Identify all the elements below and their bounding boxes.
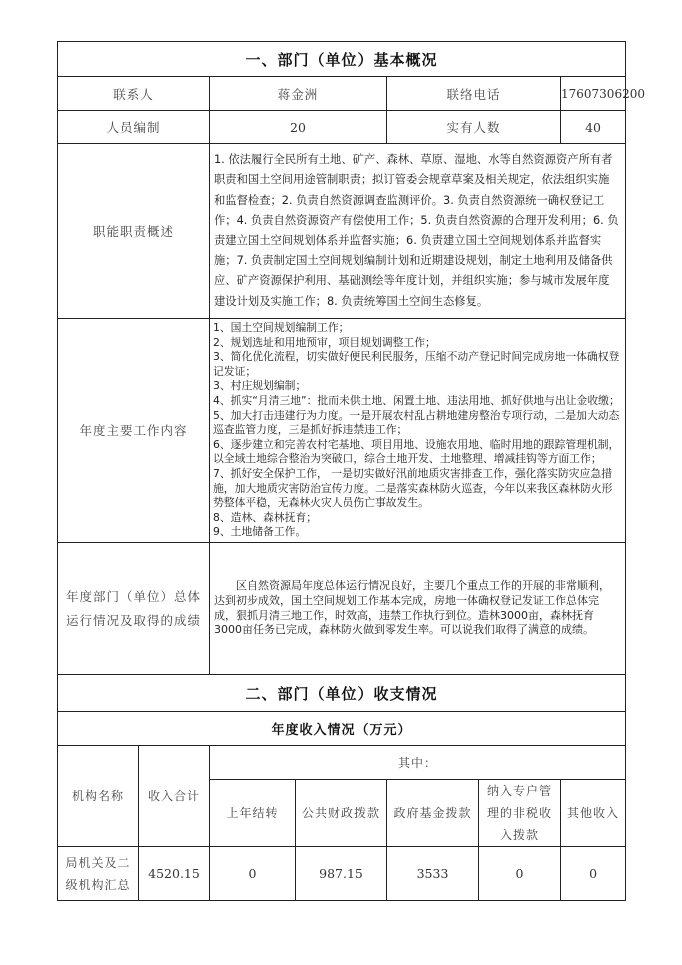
work-item: 8、造林、森林抚育； [213,510,318,524]
report-sheet [57,41,645,901]
row-special-account: 0 [479,847,561,901]
income-title: 年度收入情况（万元） [58,712,626,746]
work-item: 3、简化优化流程，切实做好便民利民服务，压缩不动产登记时间完成房地一体确权登记发证； [213,350,620,378]
duties-text: 1. 依法履行全民所有土地、矿产、森林、草原、湿地、水等自然资源资产所有者职责和国土空间用途管制职责；拟订管委会规章草案及相关规定，依法组织实施和监督检查；2. 负责自然资源调查监测评价。3. 负责自然资源统一确权登记工作；4. 负责自然资源资产有偿使用工作；5. 负责自然资源的合理开发利用；6. 负责建立国土空间规划体系并监督实施；6. 负责建立国土空间规划体系并监督实施；7. 负责制定国土空间规划编制计划和近期建设规划，制定土地利用及储备供应、矿产资源保护利用、基础测绘等年度计划，并组织实施；参与城市发展年度建设计划及实施工作；8. 负责统筹国土空间生态修复。 [210,144,626,319]
work-item: 6、逐步建立和完善农村宅基地、项目用地、设施农用地、临时用地的跟踪管理机制，以全域土地综合整治为突破口，综合土地开发、土地整理、增减挂钩等方面工作； [213,437,620,466]
work-item: 1、国土空间规划编制工作； [213,321,350,335]
section-2-title: 二、部门（单位）收支情况 [58,675,626,712]
actual-staff-label: 实有人数 [387,111,561,144]
col-total-header: 收入合计 [139,746,210,847]
work-item: 4、抓实“月清三地”：批而未供土地、闲置土地、违法用地、抓好供地与出让金收缴； [213,394,620,408]
work-item: 5、加大打击违建行为力度。一是开展农村乱占耕地建房整治专项行动，二是加大动态巡查监管力度，三是抓好拆违禁违工作； [213,408,620,437]
staff-label: 人员编制 [58,111,210,144]
row-gov-fund: 3533 [387,847,479,901]
summary-label: 年度部门（单位）总体运行情况及取得的成绩 [58,543,210,675]
contact-value: 蒋金洲 [210,77,387,111]
staff-value: 20 [210,111,387,144]
col-public-finance-header: 公共财政拨款 [296,780,387,847]
col-special-account-header: 纳入专户管理的非税收入拨款 [479,780,561,847]
row-prior-year: 0 [210,847,296,901]
actual-staff-value: 40 [561,111,626,144]
report-table [57,41,645,901]
col-prior-year-header: 上年结转 [210,780,296,847]
col-other-income-header: 其他收入 [561,780,626,847]
work-label: 年度主要工作内容 [58,319,210,543]
table-row [58,847,626,901]
contact-label: 联系人 [58,77,210,111]
phone-value: 17607306200 [561,77,626,111]
row-other-income: 0 [561,847,626,901]
duties-label: 职能职责概述 [58,144,210,319]
section-1-title: 一、部门（单位）基本概况 [58,42,626,77]
row-org-name: 局机关及二级机构汇总 [58,847,139,901]
summary-text: 区自然资源局年度总体运行情况良好，主要几个重点工作的开展的非常顺利，达到初步成效，国土空间规划工作基本完成，房地一体确权登记发证工作总体完成，狠抓月清三地工作，时效高，违禁工作执行到位。造林3000亩，森林抚育3000亩任务已完成，森林防火做到零发生率。可以说我们取得了满意的成绩。 [210,543,626,675]
work-item: 2、规划选址和用地预审，项目规划调整工作； [213,335,436,349]
work-list [210,319,626,543]
row-public-finance: 987.15 [296,847,387,901]
work-item: 7、抓好安全保护工作， 一是切实做好汛前地质灾害排查工作，强化落实防灾应急措施，加大地质灾害防治宣传力度。二是落实森林防火巡查，今年以来我区森林防火形势整体平稳，无森林火灾人员伤亡事故发生。 [213,466,613,510]
work-item: 9、土地储备工作。 [213,525,307,539]
col-gov-fund-header: 政府基金拨款 [387,780,479,847]
col-among-header: 其中： [210,746,626,780]
col-org-header: 机构名称 [58,746,139,847]
row-total: 4520.15 [139,847,210,901]
phone-label: 联络电话 [387,77,561,111]
work-item: 3、村庄规划编制； [213,379,307,393]
